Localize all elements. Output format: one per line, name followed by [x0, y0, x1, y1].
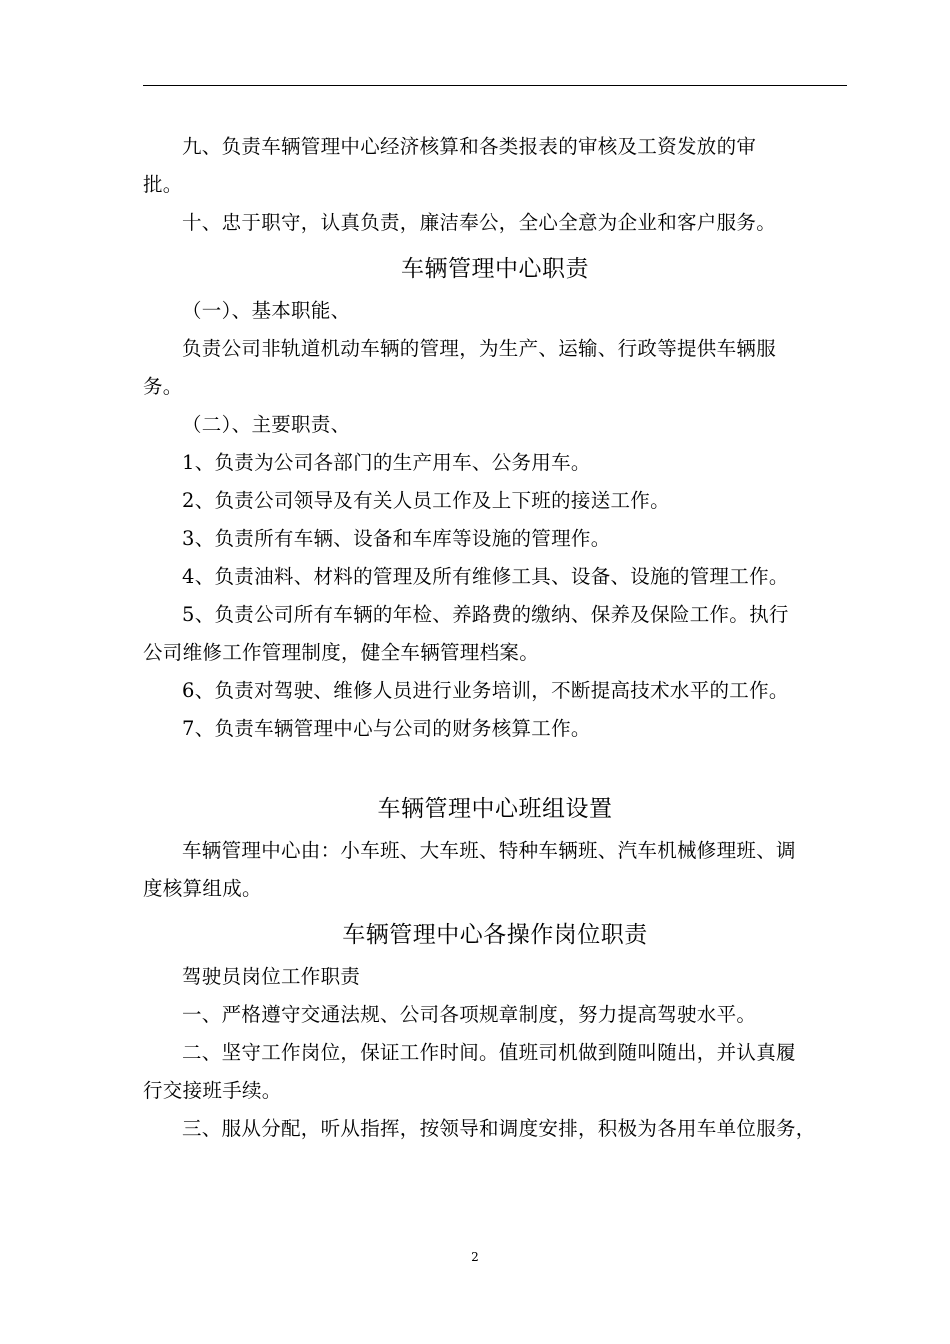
- driver-duty-two-line1: 二、坚守工作岗位，保证工作时间。值班司机做到随叫随出，并认真履: [182, 1041, 796, 1064]
- heading-team-setup: 车辆管理中心班组设置: [377, 796, 613, 822]
- heading-post-duties: 车辆管理中心各操作岗位职责: [342, 922, 648, 948]
- main-duty-7: 7、负责车辆管理中心与公司的财务核算工作。: [182, 717, 591, 740]
- driver-duty-one: 一、严格遵守交通法规、公司各项规章制度，努力提高驾驶水平。: [182, 1003, 757, 1026]
- driver-title: 驾驶员岗位工作职责: [182, 965, 361, 988]
- basic-function-title: （一）、基本职能、: [182, 299, 351, 322]
- basic-function-line2: 务。: [143, 375, 183, 398]
- basic-function-line1: 负责公司非轨道机动车辆的管理，为生产、运输、行政等提供车辆服: [182, 337, 777, 360]
- document-body: [143, 128, 847, 1148]
- main-duty-4: 4、负责油料、材料的管理及所有维修工具、设备、设施的管理工作。: [182, 565, 789, 588]
- main-duties-title: （二）、主要职责、: [182, 413, 351, 436]
- duty-nine-line1: 九、负责车辆管理中心经济核算和各类报表的审核及工资发放的审: [182, 135, 757, 158]
- section-gap: [143, 748, 847, 782]
- driver-duty-three: 三、服从分配，听从指挥，按领导和调度安排，积极为各用车单位服务，: [182, 1117, 816, 1140]
- main-duty-5: 5、负责公司所有车辆的年检、养路费的缴纳、保养及保险工作。执行: [182, 603, 789, 626]
- main-duty-6: 6、负责对驾驶、维修人员进行业务培训，不断提高技术水平的工作。: [182, 679, 789, 702]
- main-duty-2: 2、负责公司领导及有关人员工作及上下班的接送工作。: [182, 489, 670, 512]
- heading-responsibilities: 车辆管理中心职责: [401, 256, 589, 282]
- team-setup-line1: 车辆管理中心由：小车班、大车班、特种车辆班、汽车机械修理班、调: [182, 839, 796, 862]
- page-number: 2: [471, 1250, 479, 1264]
- driver-duty-two-line2: 行交接班手续。: [143, 1079, 282, 1102]
- main-duty-3: 3、负责所有车辆、设备和车库等设施的管理作。: [182, 527, 611, 550]
- duty-ten: 十、忠于职守，认真负责，廉洁奉公，全心全意为企业和客户服务。: [182, 211, 777, 234]
- main-duty-5-continued: 公司维修工作管理制度，健全车辆管理档案。: [143, 641, 540, 664]
- duty-nine-line2: 批。: [143, 173, 183, 196]
- header-rule: [143, 85, 847, 86]
- team-setup-line2: 度核算组成。: [143, 877, 262, 900]
- main-duty-1: 1、负责为公司各部门的生产用车、公务用车。: [182, 451, 591, 474]
